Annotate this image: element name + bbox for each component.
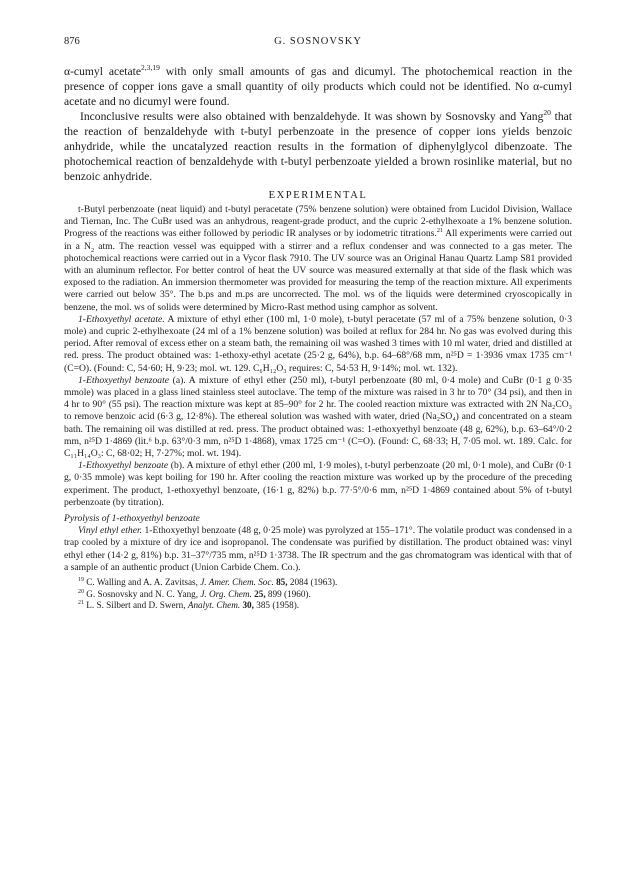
reference-number: 19 [78,577,84,584]
intro-paragraph-2 [64,109,572,184]
materials-paragraph [64,204,572,314]
reference-volume: 30, [240,599,254,610]
procedure-text: A mixture of ethyl ether (200 ml, 1·9 moles), t-butyl perbenzoate (20 ml, 0·1 mole), and CuBr (0·1 g, 0·35 mmole) was kept boiling for 190 hr. After cooling the reaction mixture was worked up by the procedure of the preceding experiment. The product, 1-ethoxyethyl benzoate, (16·1 g, 82%) b.p. 77·5°/0·6 mm, n²⁵D 1·4869 contained about 5% of t-butyl perbenzoate (by titration). [64,460,572,508]
reference-volume: 85, [273,577,288,588]
reference-number: 20 [78,588,84,595]
procedure-ethoxyethyl-acetate [64,314,572,375]
running-head-author: G. SOSNOVSKY [274,36,362,47]
procedure-vinyl-ethyl-ether [64,525,572,574]
intro-p2-start: Inconclusive results were also obtained with benzaldehyde. It was shown by Sosnovsky and Yang [80,110,544,123]
reference-number: 21 [78,599,84,606]
intro-p2-rest: that the reaction of benzaldehyde with t-butyl perbenzoate in the presence of copper ions yields benzoic anhydride, while the uncatalyzed reaction results in the formation of diphenylglycol dibenzoate. The photochemical reaction of benzaldehyde with t-butyl perbenzoate yielded a brown rosinlike material, but no benzoic anhydride. [64,110,572,183]
footnote-references [64,577,572,611]
materials-text-1: t-Butyl perbenzoate (neat liquid) and t-butyl peracetate (75% benzene solution) were obtained from Lucidol Division, Wallace and Tiernan, Inc. The CuBr used was an anhydrous, reagent-grade product, and the cupric 2-ethylhexoate a 1% benzene solution. Progress of the reactions was either followed by periodic IR analyses or by iodometric titrations. [64,204,572,240]
procedure-title: 1-Ethoxyethyl benzoate [78,460,169,472]
reference-authors: G. Sosnovsky and N. C. Yang, [86,588,201,599]
procedure-text: 1-Ethoxyethyl benzoate (48 g, 0·25 mole) was pyrolyzed at 155–171°. The volatile product was condensed in a trap cooled by a mixture of dry ice and isopropanol. The condensate was purified by distillation. The product obtained was: vinyl ethyl ether (14·2 g, 81%) b.p. 31–37°/735 mm, n²⁵D 1·3738. The IR spectrum and the gas chromatogram was identical with that of a sample of an authentic product (Union Carbide Chem. Co.). [64,525,572,573]
intro-p1-start: α-cumyl acetate [64,65,142,78]
reference-pages: 385 (1958). [253,599,300,610]
subsection-heading-pyrolysis: Pyrolysis of 1-ethoxyethyl benzoate [64,513,200,525]
reference-journal: J. Amer. Chem. Soc. [200,577,274,588]
procedure-text: A mixture of ethyl ether (100 ml, 1·0 mole), t-butyl peracetate (57 ml of a 75% benzene solution, 0·3 mole) and cupric 2-ethylhexoate (24 ml of a 1% benzene solution) was boiled at reflux for 284 hr. No gas was evolved during this period. After removal of excess ether on a steam bath, the remaining oil was washed 3 times with 10 ml water, dried and distilled at red. press. The product obtained was: 1-ethoxy-ethyl acetate (25·2 g, 64%), b.p. 64–68°/68 mm, n²⁵D = 1·3936 νmax 1735 cm⁻¹ (C=O). (Found: C, 54·60; H, 9·23; mol. wt. 129. C₆H₁₂O₃ requires: C, 54·53 H, 9·14%; mol. wt. 132). [64,313,572,374]
reference-item [64,589,572,600]
subscript: 2 [90,246,95,254]
reference-journal: J. Org. Chem. [200,588,252,599]
reference-item [64,600,572,611]
intro-p1-rest: with only small amounts of gas and dicumyl. The photochemical reaction in the presence of copper ions gave a small quantity of oily products which could not be identified. No α-cumyl acetate and no dicumyl were found. [64,65,573,108]
procedure-tag: (b). [168,460,185,472]
procedure-text: A mixture of ethyl ether (250 ml), t-butyl perbenzoate (80 ml, 0·4 mole) and CuBr (0·1 g 0·35 mmole) was placed in a glass lined stainless steel autoclave. The temp of the mixture was raised in 3 hr to 70° (34 psi), and then in 4 hr to 90° (55 psi). The reaction mixture was kept at 85–90° for 2 hr. The cooled reaction mixture was extracted with 2N Na₂CO₃ to remove benzoic acid (6·3 g, 12·8%). The ethereal solution was washed with water, dried (Na₂SO₄) and concentrated on a steam bath. The remaining oil was distilled at red. press. The product obtained was: 1-ethoxyethyl benzoate (48 g, 62%), b.p. 63–64°/0·2 mm, n²⁵D 1·4869 (lit.⁶ b.p. 63°/0·3 mm, n²⁵D 1·4868), νmax 1725 cm⁻¹ (C=O). (Found: C, 68·33; H, 7·05 mol. wt. 189. Calc. for C₁₁H₁₄O₃: C, 68·02; H, 7·27%; mol. wt. 194). [64,374,572,460]
running-head [64,36,572,50]
procedure-title: Vinyl ethyl ether. [78,525,143,537]
procedure-title: 1-Ethoxyethyl acetate. [78,313,165,325]
citation-marker: 20 [543,108,551,118]
introduction-text [64,64,572,184]
procedure-tag: (a). [169,374,186,386]
materials-text-3: atm. The reaction vessel was equipped with a stirrer and a reflux condenser and was connected to a gas meter. The photochemical reactions were carried out in a Vycor flask 7910. The UV source was an Original Hanau Quartz Lamp S81 provided with an aluminum reflector. For better control of heat the UV source was measured externally at that side of the flask which was exposed to the radiation. An immersion thermometer was provided for measuring the temp of the reaction mixture. All experiments were carried out below 35°. The b.ps and m.ps are uncorrected. The mol. ws of the liquids were determined cryoscopically in benzene, the mol. ws of solids were determined by Micro-Rast method using camphor as solvent. [64,240,572,313]
procedure-title: 1-Ethoxyethyl benzoate [78,374,170,386]
reference-journal: Analyt. Chem. [187,599,241,610]
procedure-ethoxyethyl-benzoate-a [64,375,572,460]
experimental-section [64,204,572,574]
page-number: 876 [64,36,80,47]
intro-paragraph-1 [64,64,572,109]
section-heading-experimental: EXPERIMENTAL [268,190,368,201]
reference-pages: 899 (1960). [265,588,311,599]
procedure-ethoxyethyl-benzoate-b [64,460,572,509]
reference-volume: 25, [251,588,266,599]
reference-item [64,577,572,588]
materials-text-2: All experiments were carried out in a N [64,228,572,252]
citation-marker: 2,3,19 [141,63,160,73]
reference-pages: 2084 (1963). [287,577,338,588]
reference-authors: L. S. Silbert and D. Swern, [86,599,188,610]
citation-marker: 21 [436,227,444,235]
reference-authors: C. Walling and A. A. Zavitsas, [86,577,201,588]
